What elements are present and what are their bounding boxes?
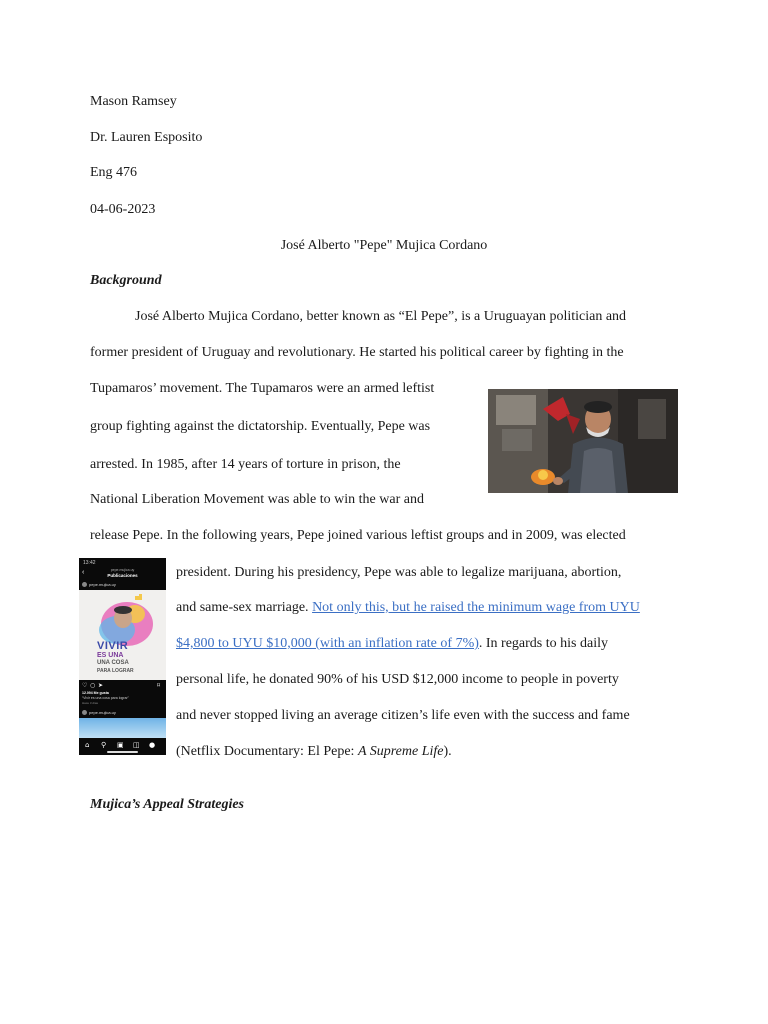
poster-subtitle: PARA LOGRAR: [97, 668, 134, 674]
post-caption: “Vivir es una cosa para lograr”: [82, 696, 129, 700]
documentary-title: A Supreme Life: [357, 744, 444, 759]
screen-title: Publicaciones: [107, 573, 138, 578]
section-heading-appeal-strategies: Mujica’s Appeal Strategies: [90, 797, 244, 812]
shop-icon[interactable]: ◫: [133, 741, 140, 749]
profile-handle: pepe.mujica.uy: [110, 568, 135, 572]
paragraph-line: [176, 743, 452, 761]
likes-count: 12.094 Me gusta: [82, 691, 109, 695]
paragraph-line: [176, 599, 640, 617]
post-image: [79, 590, 166, 680]
poster-title: VIVIR: [97, 640, 129, 652]
paragraph-line: president. During his presidency, Pepe was able to legalize marijuana, abortion,: [176, 565, 622, 580]
paragraph-line: release Pepe. In the following years, Pepe joined various leftist groups and in 2009, was elected: [90, 528, 626, 543]
paragraph-line: Tupamaros’ movement. The Tupamaros were an armed leftist: [90, 381, 435, 396]
paragraph-text: . In regards to his daily: [478, 636, 608, 651]
search-icon[interactable]: ⚲: [101, 741, 107, 749]
avatar[interactable]: [82, 710, 87, 715]
back-arrow-icon[interactable]: ‹: [82, 569, 85, 576]
comment-icon[interactable]: ○: [90, 682, 96, 689]
document-date: 04-06-2023: [90, 202, 156, 217]
share-icon[interactable]: ➤: [98, 682, 104, 689]
section-heading-background: Background: [90, 273, 162, 288]
poster-subtitle: ES UNA: [97, 652, 124, 659]
avatar[interactable]: [82, 582, 87, 587]
paragraph-line: National Liberation Movement was able to win the war and: [90, 492, 424, 507]
poster-subtitle: UNA COSA: [97, 660, 129, 666]
profile-icon[interactable]: ●: [149, 741, 156, 749]
document-title: José Alberto "Pepe" Mujica Cordano: [280, 238, 488, 253]
home-indicator: [107, 751, 138, 753]
like-heart-icon[interactable]: ♡: [82, 682, 88, 689]
paragraph-line: and never stopped living an average citizen’s life even with the success and fame: [176, 708, 630, 723]
post-image: [79, 718, 166, 738]
reels-icon[interactable]: ▣: [117, 741, 124, 749]
home-icon[interactable]: ⌂: [85, 741, 90, 749]
citation-link[interactable]: $4,800 to UYU $10,000 (with an inflation rate of 7%): [176, 636, 479, 651]
mujica-photo-illustration: [488, 389, 678, 493]
citation-link[interactable]: Not only this, but he raised the minimum wage from UYU: [312, 600, 640, 615]
course-code: Eng 476: [90, 165, 138, 180]
bottom-nav: [79, 739, 166, 755]
paragraph-line: José Alberto Mujica Cordano, better known as “El Pepe”, is a Uruguayan politician and: [135, 309, 627, 324]
author-name: Mason Ramsey: [90, 94, 177, 109]
paragraph-text: (Netflix Documentary: El Pepe:: [176, 744, 358, 759]
status-time: 13:42: [83, 560, 96, 566]
paragraph-line: [176, 635, 608, 653]
paragraph-line: arrested. In 1985, after 14 years of torture in prison, the: [90, 457, 401, 472]
instructor-name: Dr. Lauren Esposito: [90, 130, 203, 145]
account-name[interactable]: pepe.mujica.uy: [89, 710, 116, 715]
poster-art: [79, 590, 166, 680]
bookmark-icon[interactable]: ⌑: [157, 682, 161, 689]
paragraph-line: group fighting against the dictatorship. Eventually, Pepe was: [90, 419, 431, 434]
paragraph-text: ).: [443, 744, 452, 759]
paragraph-line: personal life, he donated 90% of his USD $12,000 income to people in poverty: [176, 672, 619, 687]
instagram-screenshot: [79, 558, 166, 755]
account-name[interactable]: pepe.mujica.uy: [89, 582, 116, 587]
paragraph-text: and same-sex marriage.: [176, 600, 313, 615]
mujica-photo: [488, 389, 678, 493]
post-time: Hace 3 días: [82, 701, 99, 705]
paragraph-line: former president of Uruguay and revolutionary. He started his political career by fighting in the: [90, 345, 624, 360]
